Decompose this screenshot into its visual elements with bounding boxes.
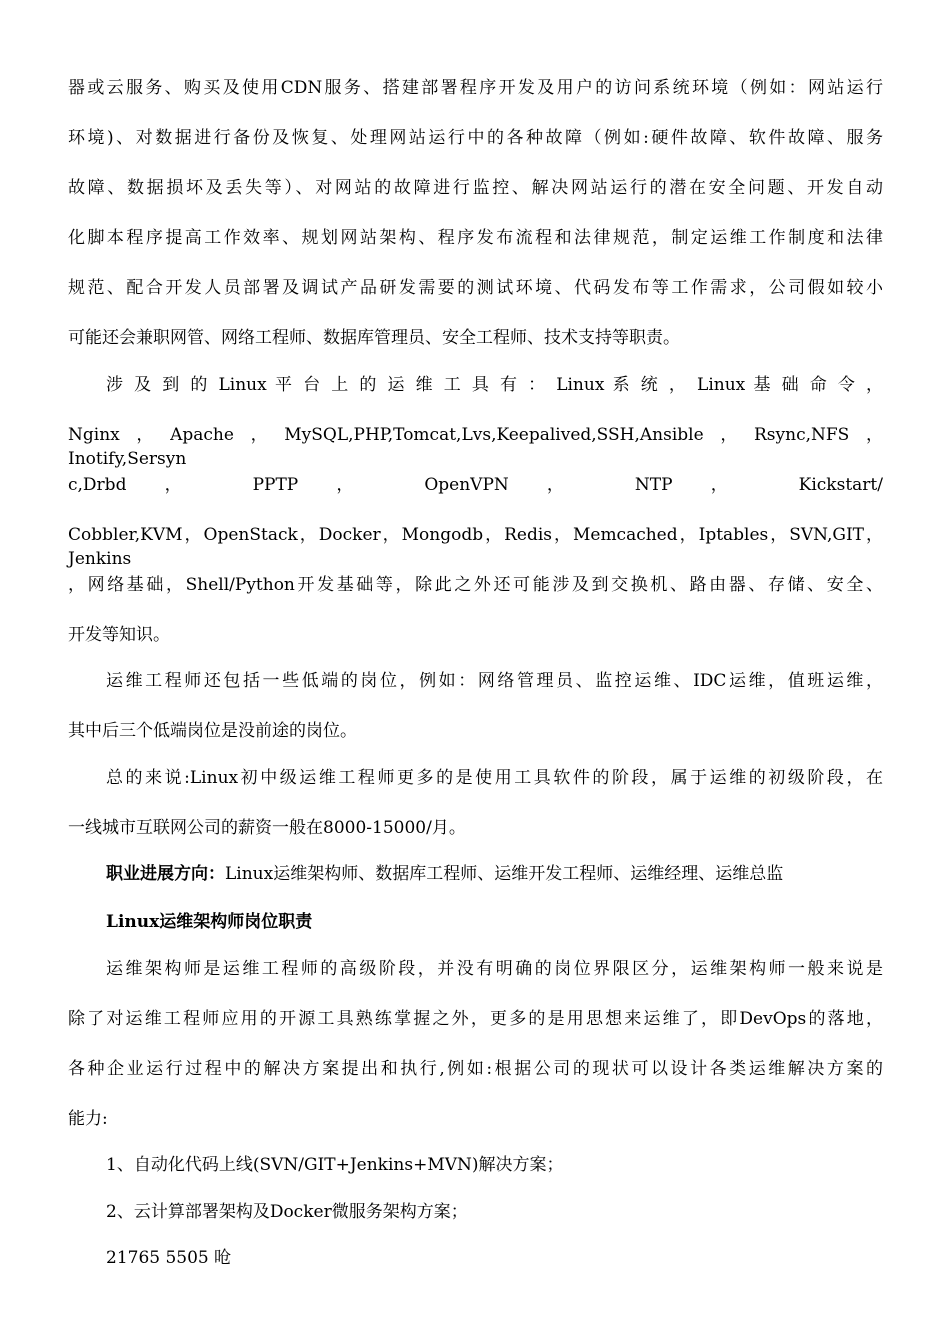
paragraph-line: Cobbler,KVM，OpenStack，Docker，Mongodb，Redis，Memcached，Iptables，SVN,GIT，Jenkins [68,525,883,569]
paragraph-line: 能力: [68,1109,108,1129]
paragraph-line: 其中后三个低端岗位是没前途的岗位。 [68,721,357,741]
section-heading: Linux运维架构师岗位职责 [106,912,313,932]
paragraph-line: c,Drbd ， PPTP ， OpenVPN ， NTP ， Kickstart/ [68,475,883,495]
paragraph-line: 环境)、对数据进行备份及恢复、处理网站运行中的各种故障（例如:硬件故障、软件故障、服务 [68,128,883,148]
paragraph-line: 除了对运维工程师应用的开源工具熟练掌握之外，更多的是用思想来运维了，即DevOps的落地， [68,1009,883,1029]
career-direction-label: 职业进展方向： [106,864,225,884]
paragraph-line: 开发等知识。 [68,625,170,645]
paragraph-line: Nginx，Apache，MySQL,PHP,Tomcat,Lvs,Keepalived,SSH,Ansible，Rsync,NFS，Inotify,Sersyn [68,425,883,469]
career-direction-text: Linux运维架构师、数据库工程师、运维开发工程师、运维经理、运维总监 [225,864,784,884]
paragraph-line: 规范、配合开发人员部署及调试产品研发需要的测试环境、代码发布等工作需求，公司假如较小 [68,278,883,298]
list-item: 1、自动化代码上线(SVN/GIT+Jenkins+MVN)解决方案； [106,1155,564,1175]
footer-text: 21765 5505 呛 [106,1248,232,1268]
paragraph-line: ，网络基础，Shell/Python开发基础等，除此之外还可能涉及到交换机、路由器、存储、安全、 [68,575,883,595]
paragraph-line: 化脚本程序提高工作效率、规划网站架构、程序发布流程和法律规范，制定运维工作制度和法律 [68,228,883,248]
list-item: 2、云计算部署架构及Docker微服务架构方案； [106,1202,468,1222]
paragraph-line: 总的来说:Linux初中级运维工程师更多的是使用工具软件的阶段，属于运维的初级阶段，在 [106,768,883,788]
paragraph-line: 一线城市互联网公司的薪资一般在8000-15000/月。 [68,818,466,838]
paragraph-line: 故障、数据损坏及丢失等）、对网站的故障进行监控、解决网站运行的潜在安全问题、开发自动 [68,178,883,198]
paragraph-line: 器或云服务、购买及使用CDN服务、搭建部署程序开发及用户的访问系统环境（例如：网站运行 [68,78,883,98]
paragraph-line: 运维工程师还包括一些低端的岗位，例如：网络管理员、监控运维、IDC运维，值班运维， [106,671,883,691]
career-direction-line [106,862,883,886]
paragraph-line: 各种企业运行过程中的解决方案提出和执行,例如:根据公司的现状可以设计各类运维解决方案的 [68,1059,883,1079]
paragraph-line: 运维架构师是运维工程师的高级阶段，并没有明确的岗位界限区分，运维架构师一般来说是 [106,959,883,979]
paragraph-line: 涉 及 到 的 Linux 平 台 上 的 运 维 工 具 有 ： Linux 系 统 ， Linux 基 础 命 令 ， [106,375,883,395]
paragraph-line: 可能还会兼职网管、网络工程师、数据库管理员、安全工程师、技术支持等职责。 [68,328,680,348]
